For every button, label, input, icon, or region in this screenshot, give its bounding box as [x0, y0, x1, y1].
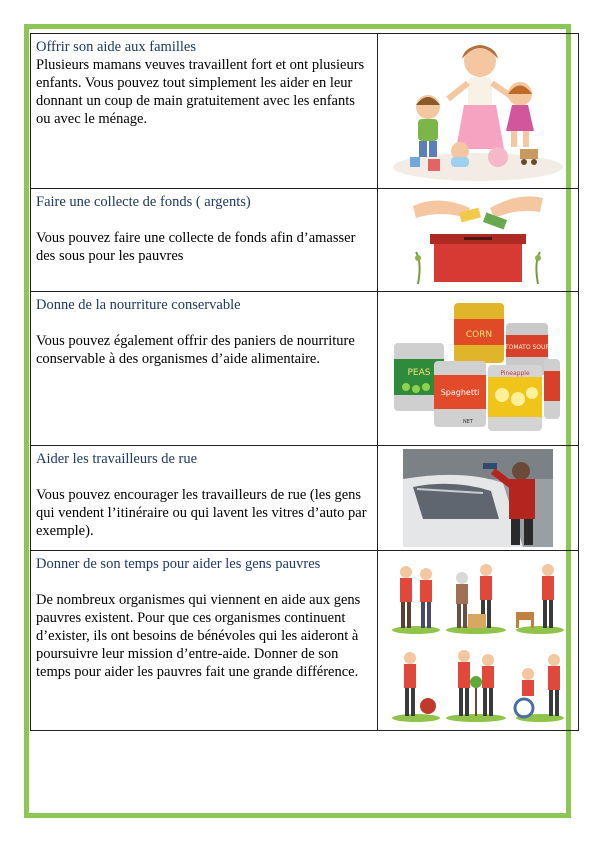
table-row: [31, 292, 579, 446]
row-image-cell: [378, 292, 579, 446]
table-row: [31, 446, 579, 551]
can-label-tomato: TOMATO SOUP: [504, 343, 550, 351]
can-label-corn: CORN: [465, 329, 493, 340]
row-title: Donne de la nourriture conservable: [36, 297, 241, 313]
row-image-cell: [378, 446, 579, 551]
canned-food-illustration: [388, 295, 568, 443]
row-body: Vous pouvez également offrir des paniers de nourriture conservable à des organismes d’aide alimentaire.: [36, 333, 355, 367]
row-text-cell: [31, 446, 378, 551]
row-image-cell: [378, 189, 579, 292]
cards-table: [30, 33, 579, 731]
volunteers-illustration: [388, 556, 568, 726]
can-label-spaghetti: Spaghetti: [440, 387, 480, 397]
can-label-pineapple: Pineapple: [500, 369, 530, 377]
street-worker-photo: [403, 449, 553, 547]
row-text-cell: [31, 292, 378, 446]
row-title: Faire une collecte de fonds ( argents): [36, 194, 251, 210]
row-image-cell: [378, 34, 579, 189]
row-body: De nombreux organismes qui viennent en aide aux gens pauvres existent. Pour que ces organismes continuent d’exister, ils ont besoins de bénévoles qui les aideront à poursuivre leur mission d’entre-aide. Donner de son temps pour aider les pauvres fait une grande différence.: [36, 592, 361, 680]
table-row: [31, 34, 579, 189]
row-body: Plusieurs mamans veuves travaillent fort et ont plusieurs enfants. Vous pouvez tout simplement les aider en leur donnant un coup de main gratuitement avec les enfants ou avec le ménage.: [36, 57, 365, 127]
row-text-cell: [31, 551, 378, 731]
row-title: Aider les travailleurs de rue: [36, 451, 198, 467]
row-title: Offrir son aide aux familles: [36, 39, 196, 55]
donation-box-illustration: [408, 192, 548, 288]
row-title: Donner de son temps pour aider les gens pauvres: [36, 556, 321, 572]
table-row: [31, 551, 579, 731]
row-text-cell: [31, 34, 378, 189]
table-row: [31, 189, 579, 292]
family-illustration: [388, 39, 568, 184]
row-body: Vous pouvez encourager les travailleurs de rue (les gens qui vendent l’itinéraire ou qui lavent les vitres d’auto par exemple).: [36, 487, 367, 539]
can-label-net: NET: [463, 418, 473, 425]
row-body: Vous pouvez faire une collecte de fonds afin d’amasser des sous pour les pauvres: [36, 230, 356, 264]
row-text-cell: [31, 189, 378, 292]
can-label-peas: PEAS: [407, 367, 431, 378]
row-image-cell: [378, 551, 579, 731]
